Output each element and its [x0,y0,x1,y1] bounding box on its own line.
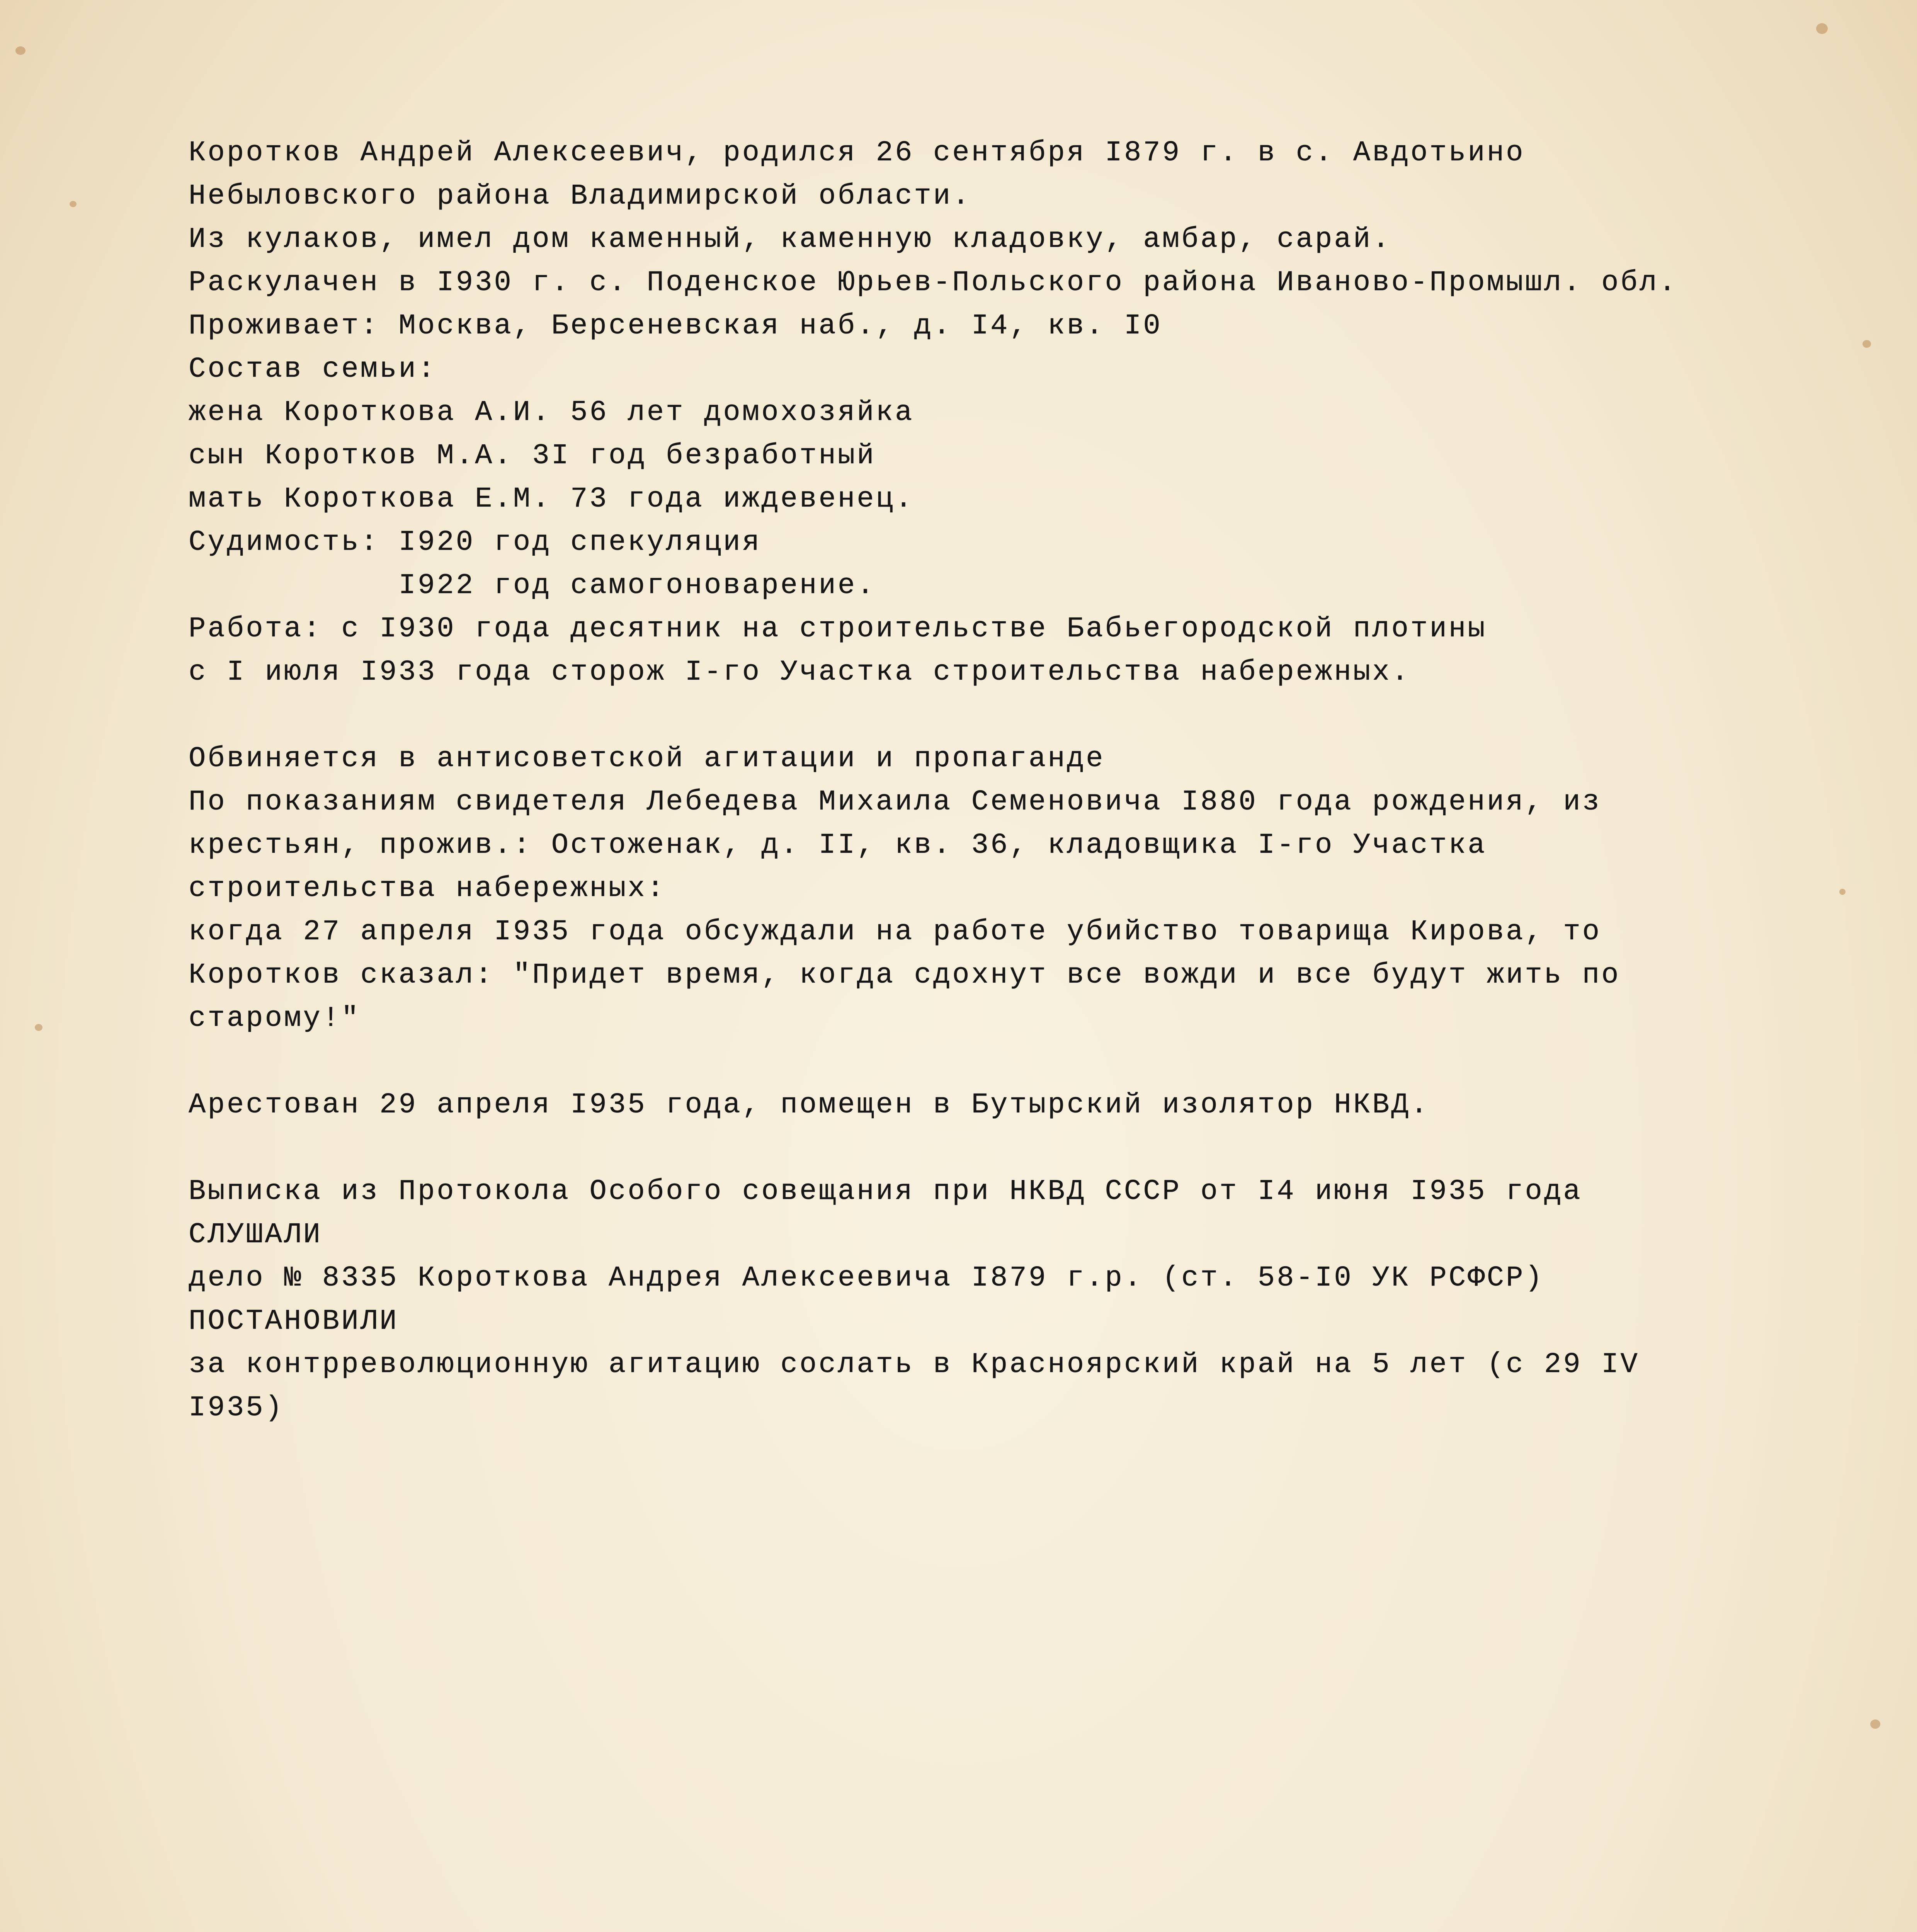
record-line: Коротков Андрей Алексеевич, родился 26 сентября I879 г. в с. Авдотьино [189,137,1525,169]
record-line: СЛУШАЛИ [189,1219,322,1251]
record-line: жена Короткова А.И. 56 лет домохозяйка [189,396,914,429]
record-line: ПОСТАНОВИЛИ [189,1305,399,1338]
paper-stain [1870,1719,1880,1729]
record-line: Состав семьи: [189,353,437,386]
record-line: за контрреволюционную агитацию сослать в Красноярский край на 5 лет (с 29 IV [189,1349,1640,1381]
record-line: когда 27 апреля I935 года обсуждали на работе убийство товарища Кирова, то [189,916,1602,948]
record-line: I935) [189,1392,284,1424]
paper-stain [1816,23,1828,34]
record-line: Раскулачен в I930 г. с. Поденское Юрьев-Польского района Иваново-Промышл. обл. [189,267,1678,299]
record-line: По показаниям свидетеля Лебедева Михаила Семеновича I880 года рождения, из [189,786,1602,818]
record-line: Из кулаков, имел дом каменный, каменную кладовку, амбар, сарай. [189,223,1391,256]
record-line: Проживает: Москва, Берсеневская наб., д. I4, кв. I0 [189,310,1162,342]
record-line: сын Коротков М.А. 3I год безработный [189,440,876,472]
typed-record [189,131,1862,1430]
record-line: Выписка из Протокола Особого совещания при НКВД СССР от I4 июня I935 года [189,1175,1582,1208]
record-line: мать Короткова Е.М. 73 года иждевенец. [189,483,914,515]
record-line: Небыловского района Владимирской области. [189,180,971,213]
record-line: с I июля I933 года сторож I-го Участка строительства набережных. [189,656,1411,689]
blank-line [189,1127,1862,1170]
paper-stain [35,1024,43,1031]
record-line: крестьян, прожив.: Остоженак, д. II, кв. 36, кладовщика I-го Участка [189,829,1487,862]
record-line: Работа: с I930 года десятник на строительстве Бабьегородской плотины [189,613,1487,645]
paper-stain [70,201,77,207]
blank-line [189,694,1862,737]
record-line: Обвиняется в антисоветской агитации и пропаганде [189,743,1105,775]
record-line: дело № 8335 Короткова Андрея Алексеевича I879 г.р. (ст. 58-I0 УК РСФСР) [189,1262,1544,1294]
record-line: Коротков сказал: "Придет время, когда сдохнут все вожди и все будут жить по [189,959,1621,992]
record-line: строительства набережных: [189,872,666,905]
record-line: старому!" [189,1002,361,1035]
record-line: Арестован 29 апреля I935 года, помещен в Бутырский изолятор НКВД. [189,1089,1430,1121]
record-line: I922 год самогоноварение. [189,570,876,602]
paper-stain [15,46,26,55]
paper-stain [1863,340,1871,348]
record-line: Судимость: I920 год спекуляция [189,526,762,559]
blank-line [189,1040,1862,1083]
